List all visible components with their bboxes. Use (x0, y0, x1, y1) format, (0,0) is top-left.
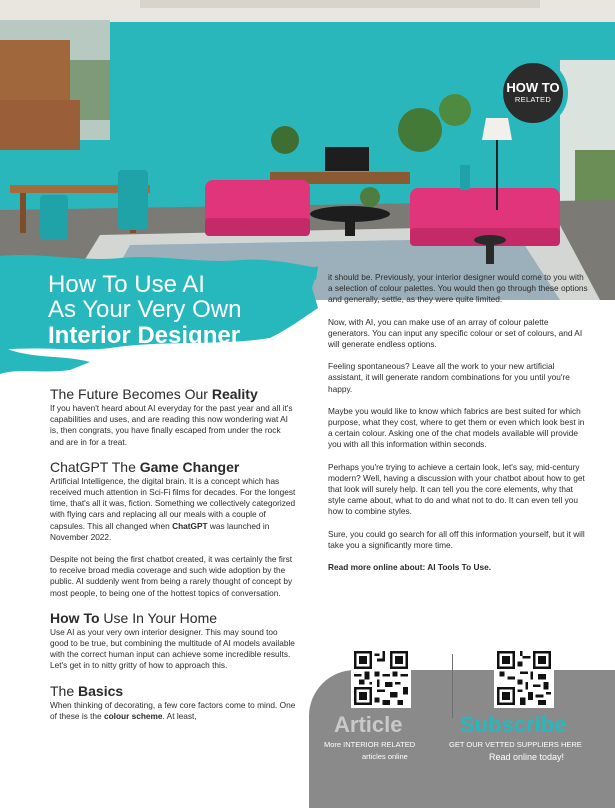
subscribe-cta-subtitle: GET OUR VETTED SUPPLIERS HERE (449, 740, 582, 749)
title-line-1: How To Use AI (48, 271, 205, 298)
qr-code-icon (354, 651, 408, 705)
section-body-chatgpt-2: Despite not being the first chatbot created, it was certainly the first to receive broad media coverage and such wide adoption by the public. AI suddenly went from being a rarely thought of concept by most people, to being one of the hottest topics of conversation. (50, 554, 293, 598)
title-line-2: As Your Very Own (48, 296, 242, 323)
article-cta-heading[interactable]: Article (334, 712, 403, 737)
subscribe-cta-subtitle-2: Read online today! (489, 752, 565, 762)
paragraph: Maybe you would like to know which fabrics are best suited for which purpose, what they cost, where to get them or even which look best in a certain colour. Asking one of the chat models available will provide you with all this information within seconds. (328, 405, 585, 450)
paragraph: Perhaps you're trying to achieve a certain look, let's say, mid-century modern? Well, having a discussion with your chatbot about how to get that look will surely help. It can tell you the core elements, why that style came about, what to do and what not to do. It can even tell you how to combine styles. (328, 461, 585, 517)
paragraph: Sure, you could go search for all off this information yourself, but it will take you a significantly more time. (328, 528, 585, 550)
section-body-home: Use AI as your very own interior designer. This may sound too good to be true, but combining the multitude of AI models available with the correct human input can achieve some incredible results. Let's get in to nitty gritty of how to approach this. (50, 626, 295, 671)
subscribe-qr-code[interactable] (494, 648, 554, 708)
how-to-badge (498, 58, 568, 128)
qr-code-icon (497, 651, 551, 705)
badge-title: HOW TO (506, 80, 560, 95)
paragraph: Feeling spontaneous? Leave all the work to your new artificial assistant, it will generate random combinations for you until you're happy. (328, 361, 570, 394)
read-more-link[interactable]: Read more online about: AI Tools To Use. (328, 562, 492, 573)
right-column (328, 272, 590, 584)
article-cta-subtitle: More INTERIOR RELATED (324, 740, 416, 749)
section-heading-future: The Future Becomes Our Reality (50, 386, 258, 402)
section-body-chatgpt: Artificial Intelligence, the digital brain. It is a concept which has received much attention in Sci-Fi films for decades. For the longest time, that's all it was, fiction. Something we collectively categorized with flying cars and replacing all our meals with a couple of capsules. This all changed when ChatGPT was launched in November 2022. (50, 475, 296, 542)
title-line-3: Interior Designer (48, 322, 241, 349)
section-heading-home: How To Use In Your Home (50, 609, 218, 626)
paragraph: Now, with AI, you can make use of an array of colour palette generators. You can input any specific colour or set of colours, and AI will generate endless options. (328, 316, 583, 350)
article-cta-subtitle-2: articles online (362, 752, 408, 761)
section-body-future: If you haven't heard about AI everyday for the past year and all it's capabilities and uses, and are reading this now wondering wat AI is, then congrats, you have finally escaped from under the rock and are in for a treat. (50, 403, 293, 447)
section-heading-basics: The Basics (50, 682, 124, 699)
subscribe-cta-heading[interactable]: Subscribe (460, 712, 567, 737)
left-column (50, 386, 296, 722)
article-title (48, 272, 308, 350)
paragraph: it should be. Previously, your interior designer would come to you with a selection of colour palettes. You would then go through these options and generally, settle, as they were quite limited. (328, 272, 588, 305)
badge-subtitle: RELATED (514, 95, 552, 104)
cta-divider (452, 654, 453, 718)
article-qr-code[interactable] (351, 648, 411, 708)
section-body-basics: When thinking of decorating, a few core factors come to mind. One of these is the colour scheme. At least, (50, 699, 296, 721)
section-heading-chatgpt: ChatGPT The Game Changer (50, 458, 240, 475)
